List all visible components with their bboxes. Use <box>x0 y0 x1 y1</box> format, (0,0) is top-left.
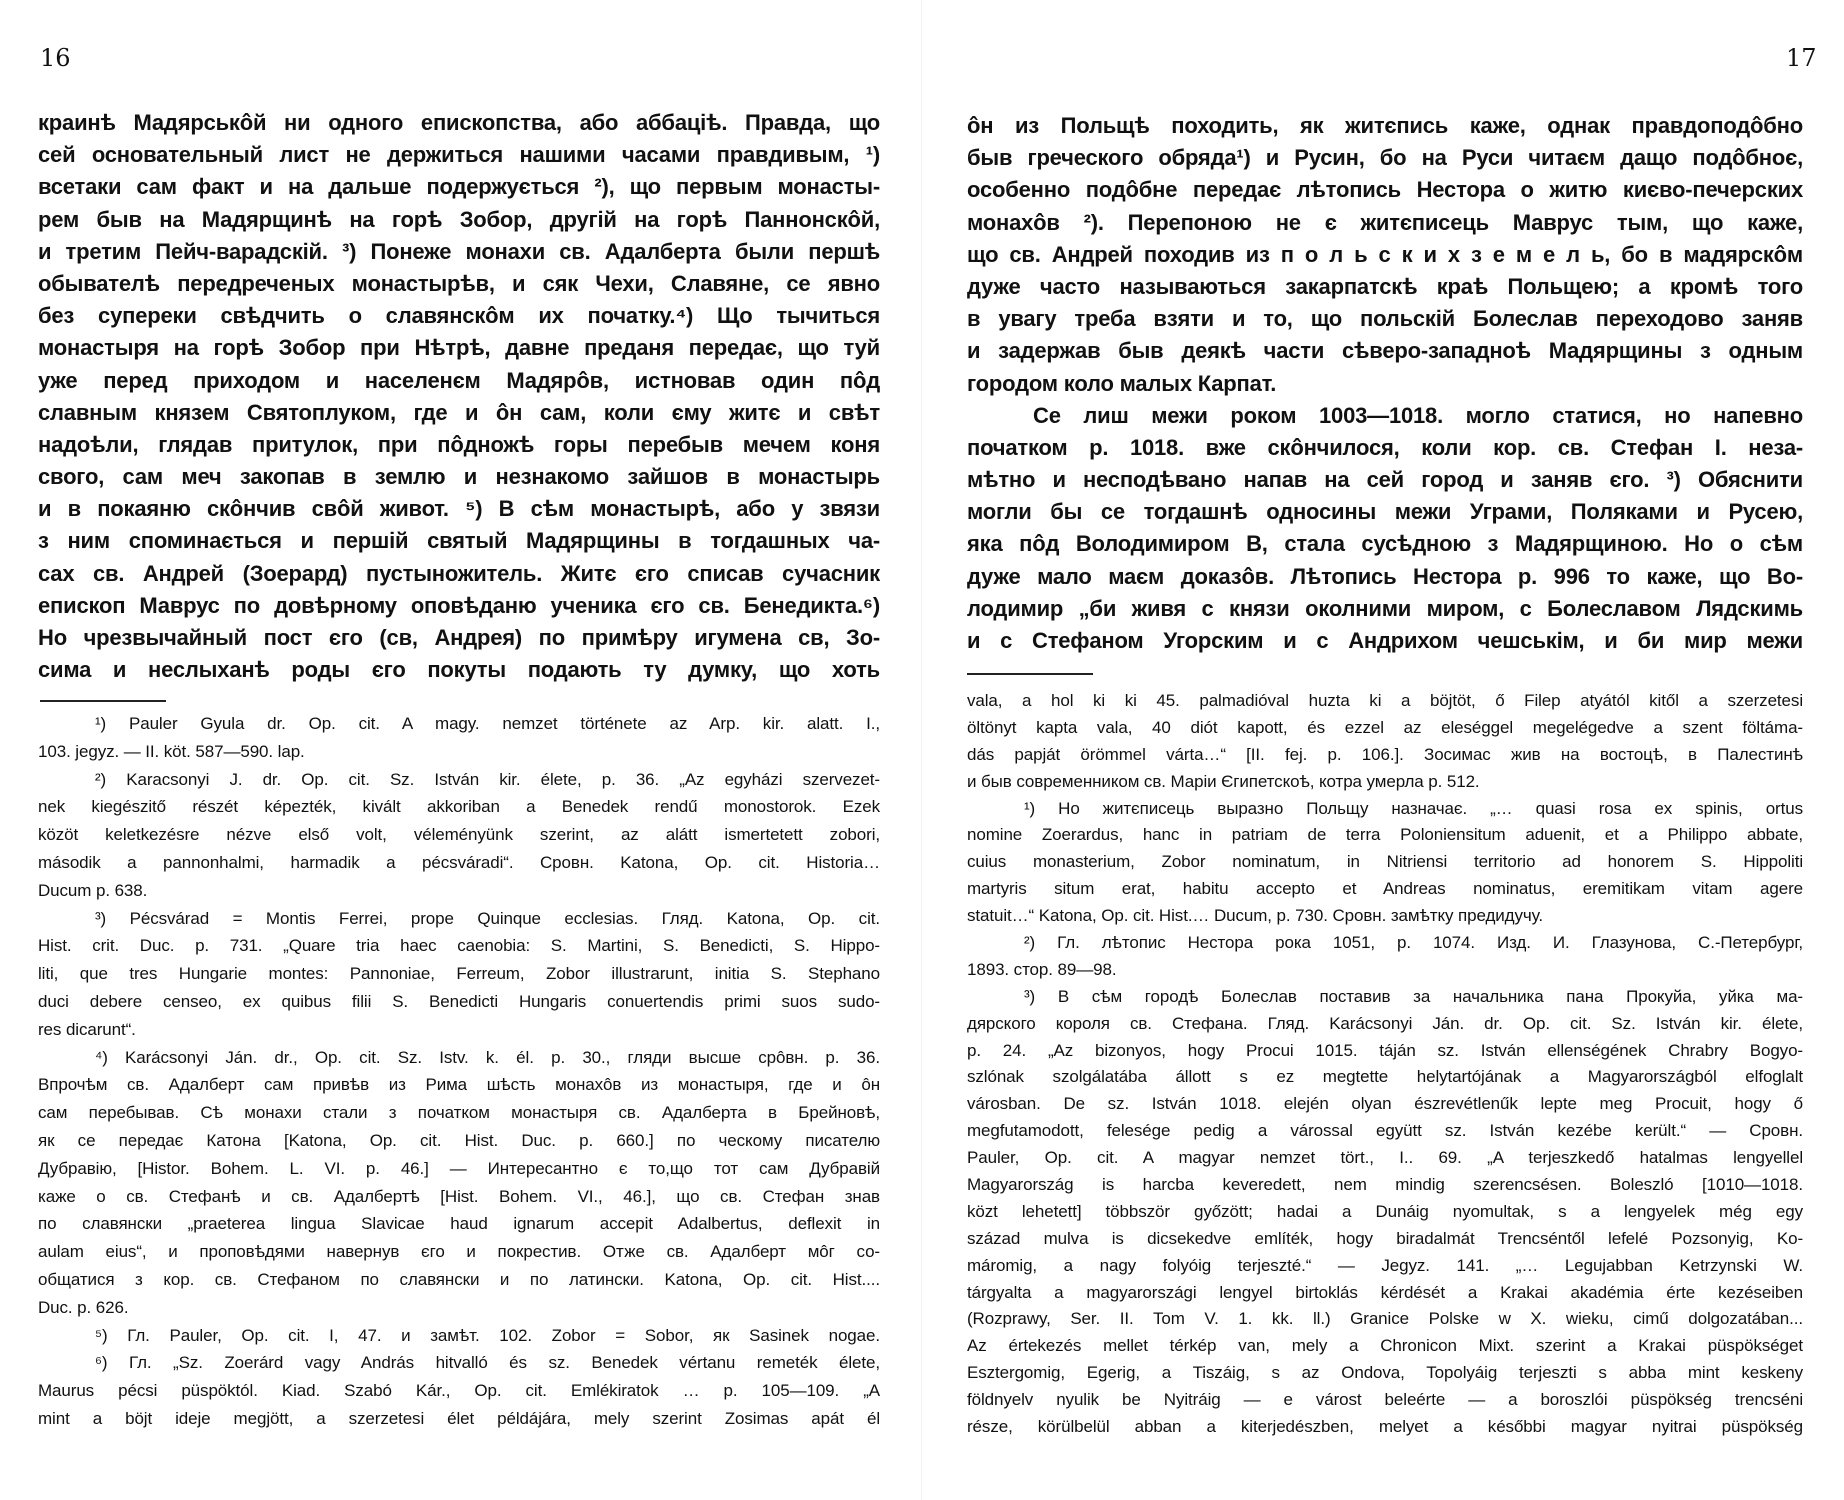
footnote-line: Ducum p. 638. <box>38 880 148 900</box>
footnote-line: p. 24. „Az bizonyos, hogy Procui 1015. táján sz. István ellenségének Chrabry Bogyo- <box>967 1040 1803 1060</box>
footnote-line: Впрочѣм св. Адалберт сам привѣв из Рима шѣсть монахôв из монастыря, где и ôн <box>38 1075 880 1095</box>
footnote-line: nomine Zoerardus, hanc in patriam de terra Poloniensitum aduenit, et a Philippo abbate, <box>967 825 1803 845</box>
body-text-line: монастыря на горѣ Зобор при Нѣтрѣ, давне преданя передає, що туй <box>38 335 880 361</box>
footnote-line: duci debere censeo, ex quibus filii S. Benedicti Hungaris conuertendis primi suos sudo- <box>38 991 880 1011</box>
footnote-line: Az értekezés mellet térkép van, mely a Chronicon Mixt. szerint a Krakai püspökséget <box>967 1336 1803 1356</box>
footnote-line: mint a böjt ideje megjött, a szerzetesi élet példájára, mely szerint Zosimas apát él <box>38 1408 880 1428</box>
footnote-separator-right <box>967 673 1093 675</box>
footnote-line: megfutamodott, felesége pedig a várossal együtt sz. István kezébe került.“ — Сровн. <box>967 1121 1803 1141</box>
footnote-line: dás papját örömmel várta…“ [II. fej. p. 106.]. Зосимас жив на востоцѣ, в Палестинѣ <box>967 744 1803 764</box>
footnote-line: по славянски „praeterea lingua Slavicae haud ignarum accepit Adalbertus, deflexit in <box>38 1214 880 1234</box>
footnote-line: Maurus pécsi püspöktól. Kiad. Szabó Kár., Op. cit. Emlékiratok … p. 105—109. „A <box>38 1381 880 1401</box>
footnote-line: res dicarunt“. <box>38 1019 136 1039</box>
body-text-line: Се лиш межи роком 1003—1018. могло статися, но напевно <box>1033 402 1803 428</box>
footnote-line: ¹) Pauler Gyula dr. Op. cit. A magy. nemzet története az Arp. kir. alatt. I., <box>95 714 880 733</box>
body-text-line: всетаки сам факт и на дальше подержується ²), що первым монасты- <box>38 174 880 200</box>
page-number-left: 16 <box>40 44 71 72</box>
body-text-line: сах св. Андрей (Зоерард) пустыножитель. Житє єго списав сучасник <box>38 560 880 586</box>
body-text-line: епископ Маврус по довѣрному оповѣданю ученика єго св. Бенедикта.⁶) <box>38 592 880 618</box>
body-text-line: сей основательный лист не держиться нашими часами правдивым, ¹) <box>38 142 880 168</box>
footnote-line: városban. De sz. István 1018. elején olyan észrevétlenűk lepte meg Procuit, hogy ő <box>967 1094 1803 1114</box>
body-text-line: и с Стефаном Угорским и с Андрихом чешськім, и би мир межи <box>967 628 1803 653</box>
footnote-separator-left <box>40 700 166 702</box>
footnote-line: földnyelv nyulik be Nyitráig — e várost beleérte — a boroszlói püspökség trencséni <box>967 1390 1803 1410</box>
body-text-line: яка пôд Володимиром В, стала сусѣдною з Мадярщиною. Но о сѣм <box>967 531 1803 557</box>
footnote-line: ⁶) Гл. „Sz. Zoerárd vagy András hitvalló és sz. Benedek vértanu remeték élete, <box>95 1353 880 1373</box>
body-text-line: обывателѣ передреченых монастырѣв, и сяк Чехи, Славяне, се явно <box>38 270 880 296</box>
footnote-line: 103. jegyz. — II. köt. 587—590. lap. <box>38 741 305 761</box>
footnote-line: як се передає Катона [Katona, Op. cit. Hist. Duc. p. 660.] по ческому писателю <box>38 1130 880 1150</box>
body-text-line: надоѣли, глядав притулок, при пôдножѣ горы перебыв мечем коня <box>38 431 880 457</box>
right-page-body-text <box>967 110 1803 657</box>
footnote-line: martyris situm erat, habitu accepto et Andreas nominatus, eremitikam vitam agere <box>967 879 1803 899</box>
body-text-line: краинѣ Мадярськôй ни одного епископства, або аббаціѣ. Правда, що <box>38 110 880 135</box>
body-text-line: без супереки свѣдчить о славянскôм их початку.⁴) Що тычиться <box>38 303 880 329</box>
body-text-line: в увагу треба взяти и то, що польскій Болеслав переходово заняв <box>967 306 1803 332</box>
body-text-line: свого, сам меч закопав в землю и незнакомо зайшов в монастырь <box>38 464 880 490</box>
footnote-line: része, körülbelül abban a kiterjedészben, melyet a későbbi magyar nyitrai püspökség <box>967 1417 1803 1437</box>
footnote-line: máromig, a nagy folyóig terjeszté.“ — Jegyz. 141. „… Legujabban Ketrzynski W. <box>967 1255 1803 1275</box>
body-text-line: мѣтно и несподѣвано напав на сей город и заняв єго. ³) Обяснити <box>967 467 1803 493</box>
footnote-line: (Rozprawy, Ser. II. Tom V. 1. kk. ll.) Granice Polske w X. wieku, cimű dolgozatában... <box>967 1309 1803 1329</box>
footnote-line: Duc. p. 626. <box>38 1297 129 1317</box>
body-text-line: могли бы се тогдашнѣ односины межи Уграми, Поляками и Русею, <box>967 499 1803 525</box>
footnote-line: и быв современником св. Маріи Єгипетскоѣ, котра умерла р. 512. <box>967 771 1480 791</box>
page-number-right: 17 <box>1786 44 1817 72</box>
body-text-line: сима и неслыханѣ роды єго покуты подають ту думку, що хоть <box>38 657 880 683</box>
body-text-line: уже перед приходом и населенєм Мадярôв, истновав один пôд <box>38 367 880 393</box>
body-text-line: з ним споминається и першій святый Мадярщины в тогдашных ча- <box>38 528 880 554</box>
body-text-line: Но чрезвычайный пост єго (св, Андрея) по примѣру игумена св, Зо- <box>38 625 880 650</box>
footnote-line: vala, a hol ki ki 45. palmadióval huzta ki a böjtöt, ő Filep atyától kitől a szerzetesi <box>967 691 1803 710</box>
body-text-line: початком р. 1018. вже скôнчилося, коли кор. св. Стефан I. неза- <box>967 434 1803 460</box>
footnote-line: ⁴) Karácsonyi Ján. dr., Op. cit. Sz. Istv. k. él. p. 30., гляди высше срôвн. p. 36. <box>95 1047 880 1067</box>
left-page-footnotes <box>38 710 880 1433</box>
footnote-line: Hist. crit. Duc. p. 731. „Quare tria haec caenobia: S. Martini, S. Benedicti, S. Hippo- <box>38 936 880 956</box>
page-gutter <box>921 0 922 1500</box>
footnote-line: tárgyalta a magyarországi lengyel birtoklás kérdését a Krakai akadémia érte kezéseiben <box>967 1282 1803 1302</box>
body-text-line: ôн из Польщѣ походить, як житєпись каже, однак правдоподôбно <box>967 113 1803 138</box>
footnote-line: statuit…“ Katona, Op. cit. Hist.… Ducum, p. 730. Сровн. замѣтку предидучу. <box>967 906 1543 926</box>
right-page-footnotes <box>967 688 1803 1441</box>
footnote-line: nek kiegészitő részét képezték, kivált akkoriban a Benedek rendű monostorok. Ezek <box>38 797 880 817</box>
body-text-line: быв греческого обряда¹) и Русин, бо на Руси читаєм дащо подôбноє, <box>967 145 1803 171</box>
footnote-line: общатися з кор. св. Стефаном по славянски и по латински. Katona, Op. cit. Hist.... <box>38 1269 880 1289</box>
footnote-line: Pauler, Op. cit. A magyar nemzet tört., I.. 69. „A terjeszkedő hatalmas lengyellel <box>967 1148 1803 1168</box>
body-text-line: городом коло малых Карпат. <box>967 370 1277 396</box>
footnote-line: század mulva is dicsekedve említék, hogy biradalmát Trencséntől lefelé Pozsonyig, Ko- <box>967 1228 1803 1248</box>
body-text-line: що св. Андрей походив из п о л ь с к и х з е м е л ь, бо в мадярскôм <box>967 241 1803 267</box>
body-text-line: и в покаяню скôнчив свôй живот. ⁵) В сѣм монастырѣ, або у звязи <box>38 496 880 522</box>
footnote-line: cuius monasterium, Zobor nominatum, in Nitriensi territorio ad honorem S. Hippoliti <box>967 852 1803 872</box>
body-text-line: и задержав быв деякѣ части сѣверо-западноѣ Мадярщины з одным <box>967 338 1803 364</box>
body-text-line: славным князем Святоплуком, где и ôн сам, коли єму житє и свѣт <box>38 399 880 425</box>
footnote-line: második a pannonhalmi, harmadik a pécsváradi“. Сровн. Katona, Op. cit. Historia… <box>38 852 880 872</box>
footnote-line: aulam eius“, и проповѣдями навернув єго и покрестив. Отже св. Адалберт мôг со- <box>38 1242 880 1262</box>
footnote-line: ¹) Но житєписець выразно Польщу назначає. „… quasi rosa ex spinis, ortus <box>1024 798 1803 818</box>
footnote-line: ³) Pécsvárad = Montis Ferrei, prope Quinque ecclesias. Гляд. Katona, Op. cit. <box>95 908 880 928</box>
footnote-line: Magyarország is harcba keveredett, nem mindig szerencsésen. Boleszló [1010—1018. <box>967 1175 1803 1195</box>
body-text-line: дуже часто называються закарпатскѣ краѣ Польщею; а кромѣ того <box>967 273 1803 299</box>
footnote-line: 1893. стор. 89—98. <box>967 959 1117 979</box>
footnote-line: öltönyt kapta vala, 40 diót kapott, és ezzel az eleséggel megelégedve a szent föltáma- <box>967 717 1803 737</box>
footnote-line: ⁵) Гл. Pauler, Op. cit. I, 47. и замѣт. 102. Zobor = Sobor, як Sasinek nogae. <box>95 1325 880 1345</box>
footnote-line: каже о св. Стефанѣ и св. Адалбертѣ [Hist. Bohem. VI., 46.], що св. Стефан знав <box>38 1186 880 1206</box>
body-text-line: лодимир „би живя с князи околними миром, с Болеславом Лядскимь <box>967 595 1803 621</box>
footnote-line: ²) Гл. лѣтопис Нестора рока 1051, р. 1074. Изд. И. Глазунова, С.-Петербург, <box>1024 933 1803 953</box>
footnote-line: дярского короля св. Стефана. Гляд. Karácsonyi Ján. dr. Op. cit. Sz. István kir. élete, <box>967 1013 1803 1033</box>
footnote-line: сам перебывав. Сѣ монахи стали з початком монастыря св. Адалберта в Брейновѣ, <box>38 1103 880 1123</box>
footnote-line: Дубравію, [Histor. Bohem. L. VI. p. 46.] — Интересантно є то,що тот сам Дубравій <box>38 1158 880 1178</box>
footnote-line: liti, que tres Hungarie montes: Pannoniae, Ferreum, Zobor illustrarunt, initia S. Stephano <box>38 964 880 984</box>
body-text-line: особенно подôбне передає лѣтопись Нестора о житю києво-печерских <box>967 177 1803 203</box>
footnote-line: szlónak szolgálatába állott s ez megtette helytartójának a Magyarországból elfoglalt <box>967 1067 1803 1087</box>
footnote-line: Esztergomig, Egerig, a Tiszáig, s az Ondova, Topolyáig terjeszti s abba mint keskeny <box>967 1363 1803 1383</box>
body-text-line: рем быв на Мадярщинѣ на горѣ Зобор, другій на горѣ Паннонскôй, <box>38 206 880 232</box>
footnote-line: ²) Karacsonyi J. dr. Op. cit. Sz. István kir. élete, p. 36. „Az egyházi szervezet- <box>95 769 880 789</box>
footnote-line: ³) В сѣм городѣ Болеслав поставив за начальника пана Прокуйа, уйка ма- <box>1024 986 1803 1006</box>
footnote-line: közt lehetett] többször győzött; hadai a Dunáig nyomultak, s a lengyelek még egy <box>967 1201 1803 1221</box>
left-page-body-text <box>38 107 880 686</box>
body-text-line: монахôв ²). Перепоною не є житєписець Маврус тым, що каже, <box>967 209 1803 235</box>
body-text-line: дуже мало маєм доказôв. Лѣтопись Нестора р. 996 то каже, що Во- <box>967 563 1803 589</box>
footnote-line: közöt keletkezésre nézve első volt, véleményünk szerint, az alátt ismertetett zobori, <box>38 825 880 845</box>
body-text-line: и третим Пейч-варадскій. ³) Понеже монахи св. Адалберта были першѣ <box>38 238 880 264</box>
